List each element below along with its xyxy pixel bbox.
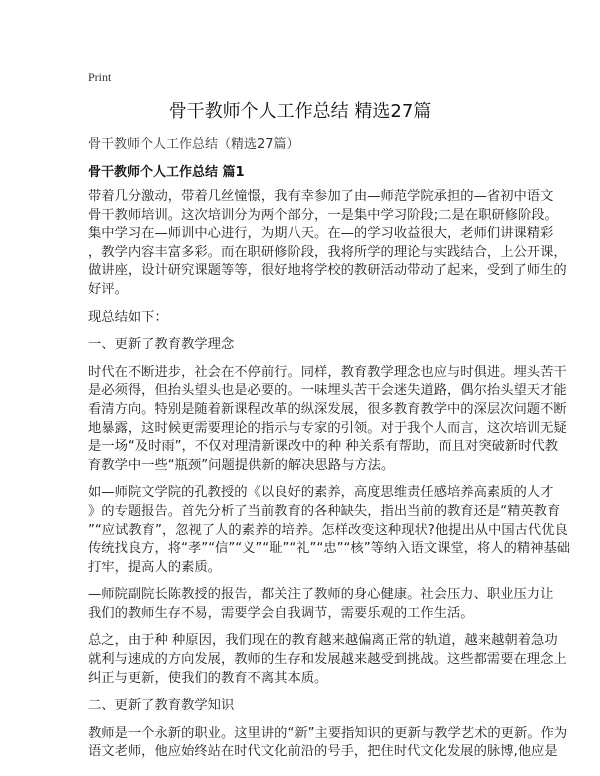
- paragraph-line: 就利与速成的方向发展，教师的生存和发展越来越受到挑战。这些都需要在理念上: [88, 652, 567, 668]
- paragraph-line: 好评。: [88, 281, 128, 297]
- paragraph-line: 传统找良方，将“孝”“信”“义”“耻”“礼”“忠”“核”等纳入语文课堂，将人的精神基础: [88, 541, 571, 557]
- paragraph-line: 集中学习在—师训中心进行，为期八天。在—的学习收益很大，老师们讲课精彩: [88, 226, 554, 242]
- document-subtitle: 骨干教师个人工作总结（精选27篇）: [88, 137, 300, 152]
- paragraph-line: 打牢，提高人的素质。: [88, 559, 221, 575]
- paragraph: [88, 188, 567, 300]
- document-page: [88, 70, 571, 771]
- paragraph-line: 时代在不断进步，社会在不停前行。同样，教育教学理念也应与时俱进。埋头苦干: [88, 364, 567, 380]
- document-body: [88, 188, 571, 762]
- paragraph: [88, 309, 528, 328]
- print-label[interactable]: Print: [88, 70, 112, 84]
- paragraph-line: ”“应试教育”，忽视了人的素养的培养。怎样改变这种现状?他提出从中国古代优良: [88, 522, 568, 538]
- paragraph-line: 做讲座，设计研究课题等等，很好地将学校的教研活动带动了起来，受到了师生的: [88, 263, 567, 279]
- paragraph-line: 地暴露，这时候更需要理论的指示与专家的引领。对于我个人而言，这次培训无疑: [88, 420, 567, 436]
- paragraph-line: 是必须得，但抬头望头也是必要的。一味埋头苦干会迷失道路，偶尔抬头望天才能: [88, 383, 567, 399]
- paragraph-line: 纠正与更新，使我们的教育不离其本质。: [88, 670, 328, 686]
- paragraph-line: 骨干教师培训。这次培训分为两个部分，一是集中学习阶段;二是在职研修阶段。: [88, 207, 558, 223]
- paragraph-line: —师院副院长陈教授的报告，都关注了教师的身心健康。社会压力、职业压力让: [88, 587, 554, 603]
- paragraph-line: 如—师院文学院的孔教授的《以良好的素养，高度思维责任感培养高素质的人才: [88, 485, 554, 501]
- section-heading: 骨干教师个人工作总结 篇1: [88, 165, 245, 180]
- paragraph-line: 》的专题报告。首先分析了当前教育的各种缺失，指出当前的教育还是“精英教育: [88, 503, 561, 519]
- paragraph-line: 带着几分激动，带着几丝憧憬，我有幸参加了由—师范学院承担的—省初中语文: [88, 189, 554, 204]
- paragraph-line: 一、更新了教育教学理念: [88, 337, 235, 353]
- paragraph-line: 总之，由于种 种原因，我们现在的教育越来越偏离正常的轨道，越来越朝着急功: [88, 633, 558, 649]
- paragraph: [88, 484, 571, 577]
- paragraph-line: 语文老师，他应始终站在时代文化前沿的号手，把住时代文化发展的脉博,他应是: [88, 744, 558, 760]
- paragraph: [88, 697, 528, 716]
- paragraph: [88, 586, 554, 623]
- paragraph-line: 我们的教师生存不易，需要学会自我调节，需要乐观的工作生活。: [88, 605, 474, 621]
- paragraph: [88, 725, 568, 762]
- paragraph: [88, 364, 567, 476]
- paragraph-line: 教师是一个永新的职业。这里讲的“新”主要指知识的更新与教学艺术的更新。作为: [88, 725, 568, 741]
- paragraph: [88, 336, 528, 355]
- paragraph-line: 是一场“及时雨”，不仅对理清新课改中的种 种关系有帮助，而且对突破新时代教: [88, 439, 559, 455]
- paragraph-line: 看清方向。特别是随着新课程改革的纵深发展，很多教育教学中的深层次问题不断: [88, 401, 567, 417]
- paragraph: [88, 632, 567, 688]
- document-title: 骨干教师个人工作总结 精选27篇: [168, 101, 432, 122]
- paragraph-line: 二、更新了教育教学知识: [88, 698, 235, 714]
- paragraph-line: 育教学中一些“瓶颈”问题提供新的解决思路与方法。: [88, 457, 395, 473]
- paragraph-line: 现总结如下：: [88, 309, 168, 325]
- paragraph-line: ，教学内容丰富多彩。而在职研修阶段，我将所学的理论与实践结合，上公开课，: [88, 244, 567, 260]
